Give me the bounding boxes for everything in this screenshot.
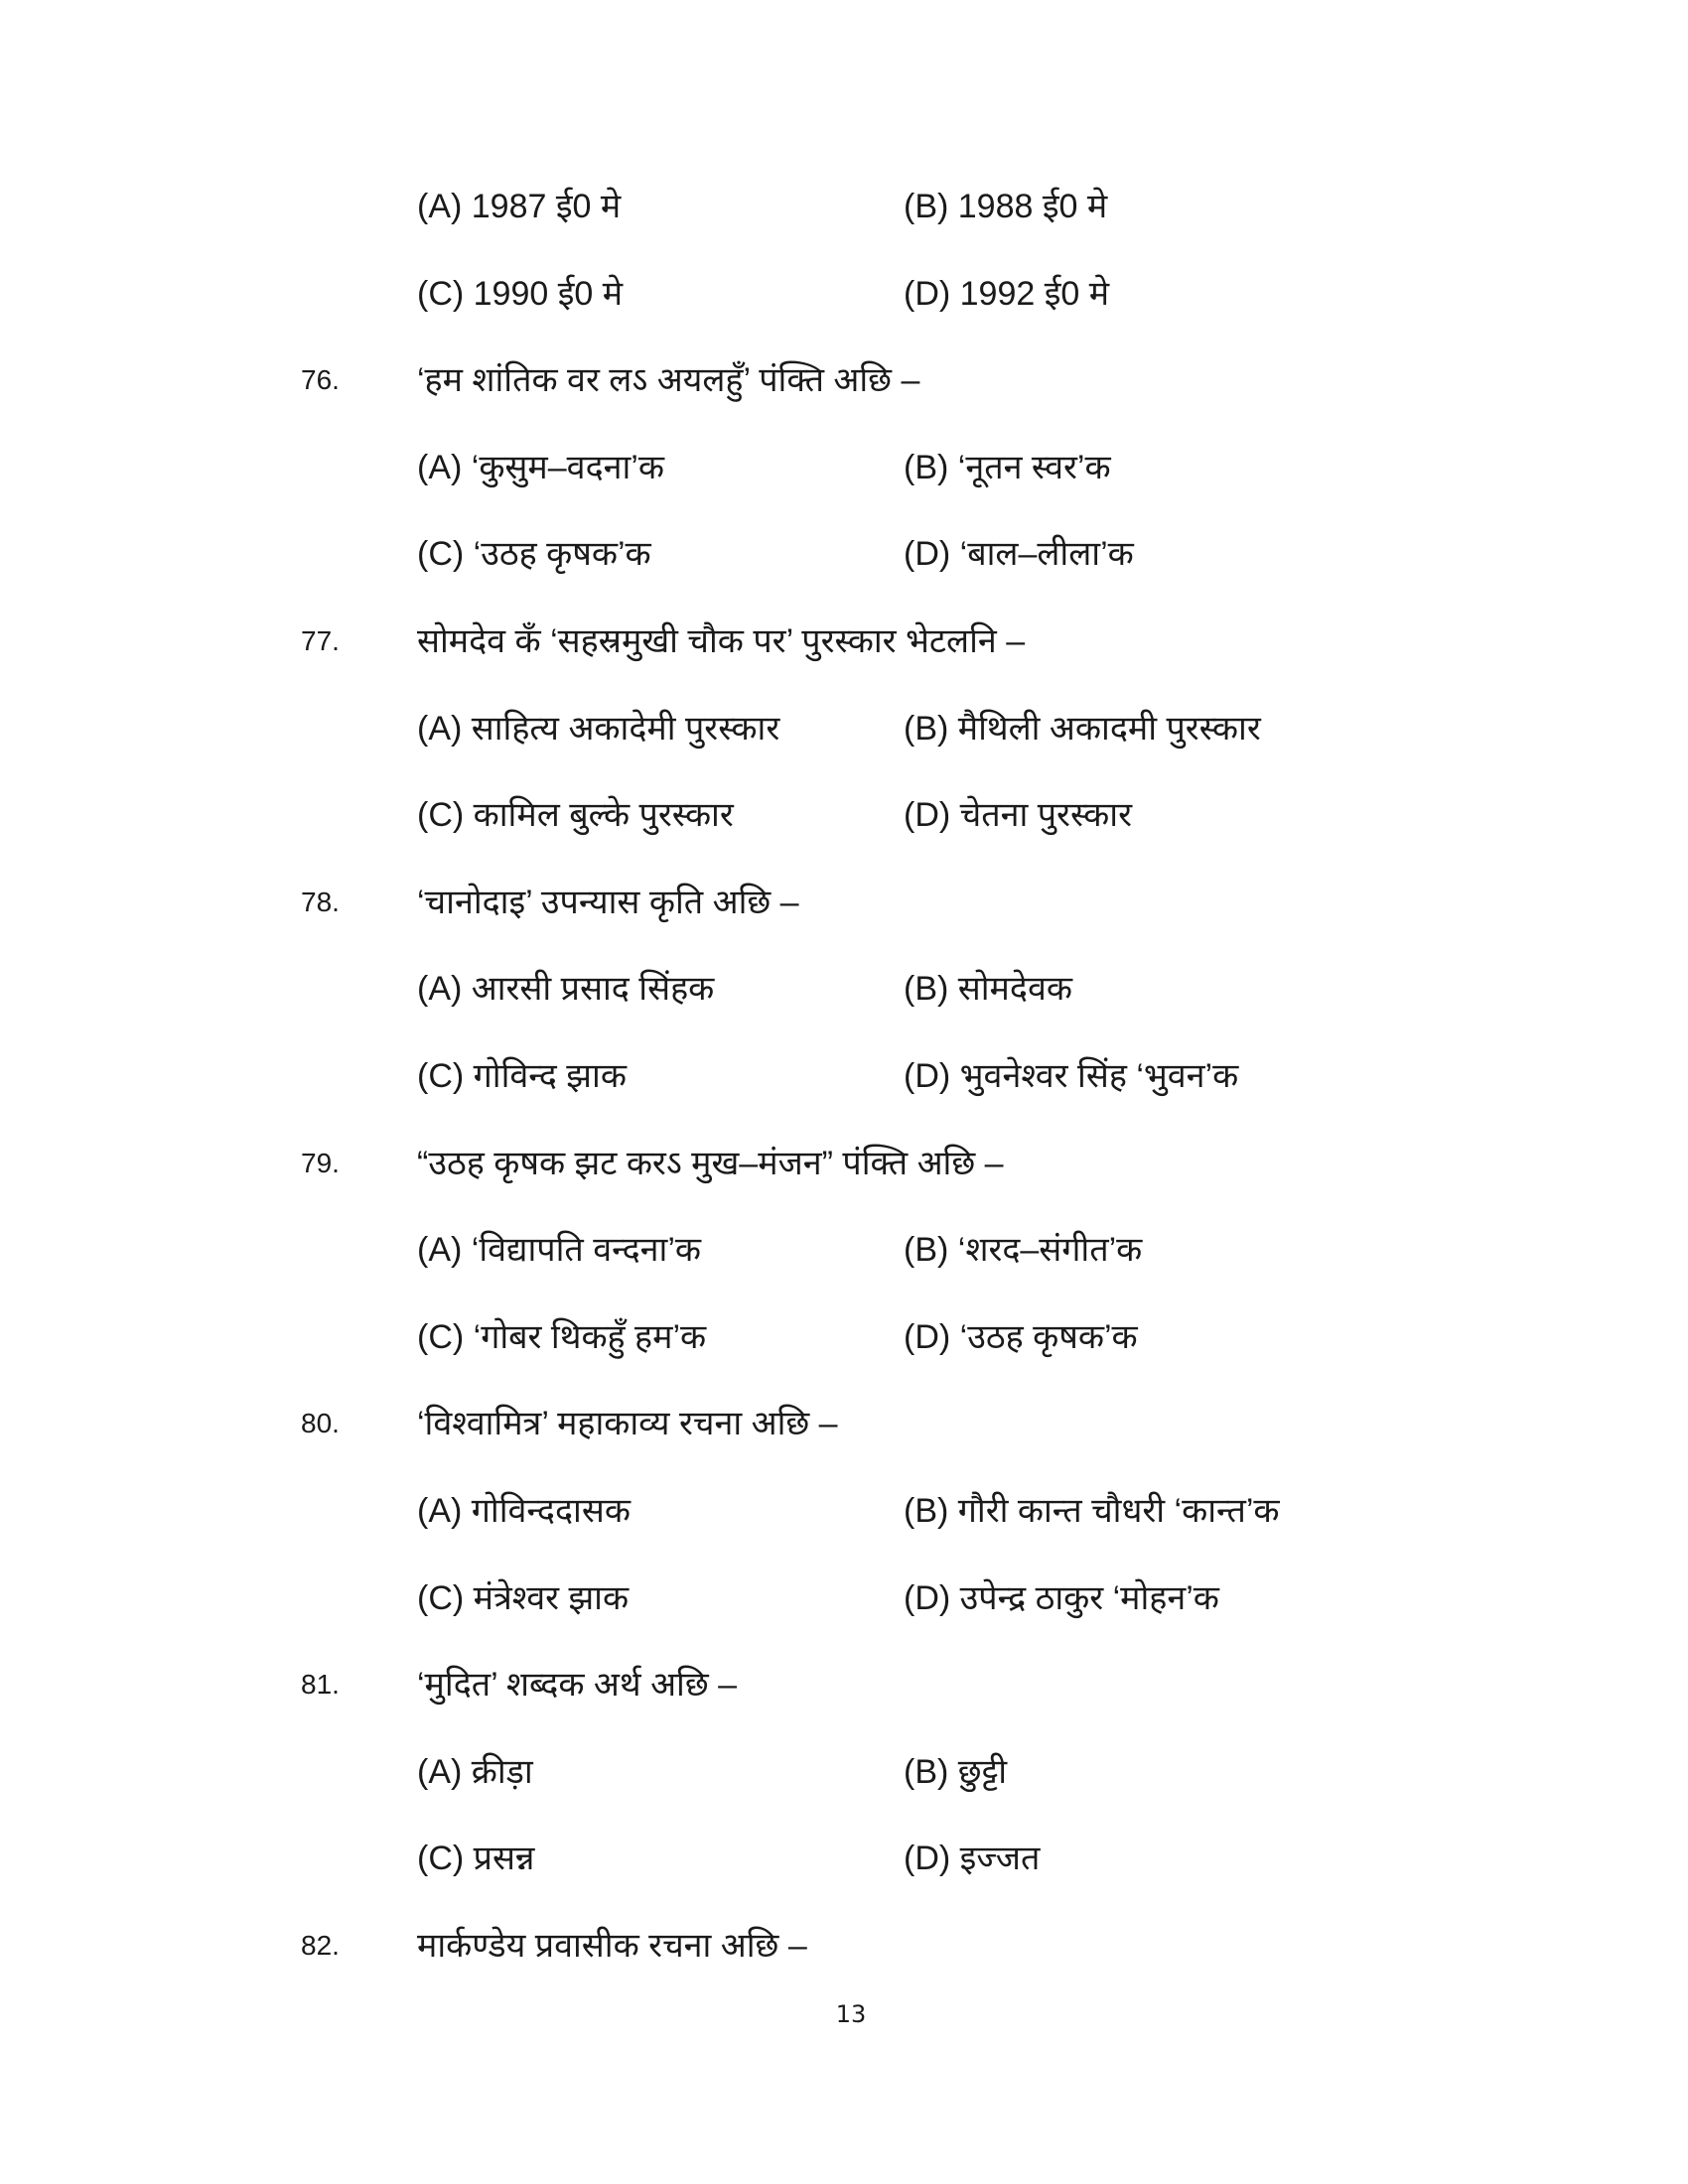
option-left: (C) ‘गोबर थिकहुँ हम’क [417,1317,707,1356]
option-left: (C) कामिल बुल्के पुरस्कार [417,796,734,835]
option-left: (A) ‘कुसुम–वदना’क [417,448,664,486]
option-row [0,424,1688,511]
question-number: 77. [301,625,340,656]
option-row [0,1467,1688,1555]
question-number: 79. [301,1147,340,1178]
question-number: 80. [301,1408,340,1439]
question-text: सोमदेव कँ ‘सहस्रमुखी चौक पर’ पुरस्कार भेटलनि – [417,622,1026,660]
option-right: (B) छुट्टी [904,1752,1008,1791]
question-line [0,859,1688,946]
option-right: (B) ‘नूतन स्वर’क [904,448,1111,486]
option-row [0,945,1688,1032]
option-right: (D) चेतना पुरस्कार [904,796,1133,835]
option-right: (D) ‘उठह कृषक’क [904,1317,1138,1356]
question-number: 78. [301,886,340,917]
option-right: (D) इज्जत [904,1840,1041,1878]
option-left: (A) ‘विद्यापति वन्दना’क [417,1231,702,1270]
option-left: (C) प्रसन्न [417,1840,535,1878]
question-number: 81. [301,1669,340,1701]
option-left: (A) साहित्य अकादेमी पुरस्कार [417,709,780,748]
option-row [0,1206,1688,1294]
option-left: (A) गोविन्ददासक [417,1492,631,1530]
option-row [0,163,1688,250]
option-left: (C) गोविन्द झाक [417,1057,627,1095]
option-row [0,1728,1688,1816]
question-text: “उठह कृषक झट करऽ मुख–मंजन” पंक्ति अछि – [417,1144,1004,1182]
page-number: 13 [835,2000,867,2028]
option-row [0,1032,1688,1120]
option-row [0,250,1688,338]
question-text: ‘मुदित’ शब्दक अर्थ अछि – [417,1666,738,1705]
option-right: (B) गौरी कान्त चौधरी ‘कान्त’क [904,1492,1280,1530]
option-left: (C) ‘उठह कृषक’क [417,535,651,574]
option-right: (D) ‘बाल–लीला’क [904,535,1134,574]
question-text: ‘विश्वामित्र’ महाकाव्य रचना अछि – [417,1405,838,1443]
option-right: (B) सोमदेवक [904,970,1072,1009]
question-line [0,1120,1688,1207]
option-right: (B) 1988 ई0 मे [904,188,1108,225]
option-right: (D) 1992 ई0 मे [904,274,1110,313]
option-left: (A) क्रीड़ा [417,1752,533,1791]
option-right: (B) मैथिली अकादमी पुरस्कार [904,709,1261,748]
option-left: (C) मंत्रेश्वर झाक [417,1578,630,1617]
option-right: (D) उपेन्द्र ठाकुर ‘मोहन’क [904,1578,1219,1617]
question-line [0,598,1688,685]
question-number: 82. [301,1930,340,1961]
option-right: (B) ‘शरद–संगीत’क [904,1231,1143,1270]
question-line [0,1641,1688,1728]
question-line [0,1380,1688,1467]
question-text: ‘हम शांतिक वर लऽ अयलहुँ’ पंक्ति अछि – [417,361,920,400]
option-left: (C) 1990 ई0 मे [417,274,624,313]
question-number: 76. [301,364,340,396]
option-row [0,771,1688,859]
question-line [0,1902,1688,1989]
option-left: (A) 1987 ई0 मे [417,188,622,225]
question-line [0,337,1688,424]
option-row [0,1555,1688,1642]
option-row [0,510,1688,598]
option-left: (A) आरसी प्रसाद सिंहक [417,970,715,1009]
option-row [0,1815,1688,1902]
option-row [0,1294,1688,1381]
option-right: (D) भुवनेश्वर सिंह ‘भुवन’क [904,1057,1239,1095]
question-text: ‘चानोदाइ’ उपन्यास कृति अछि – [417,883,799,921]
question-text: मार्कण्डेय प्रवासीक रचना अछि – [417,1927,807,1965]
option-row [0,685,1688,772]
